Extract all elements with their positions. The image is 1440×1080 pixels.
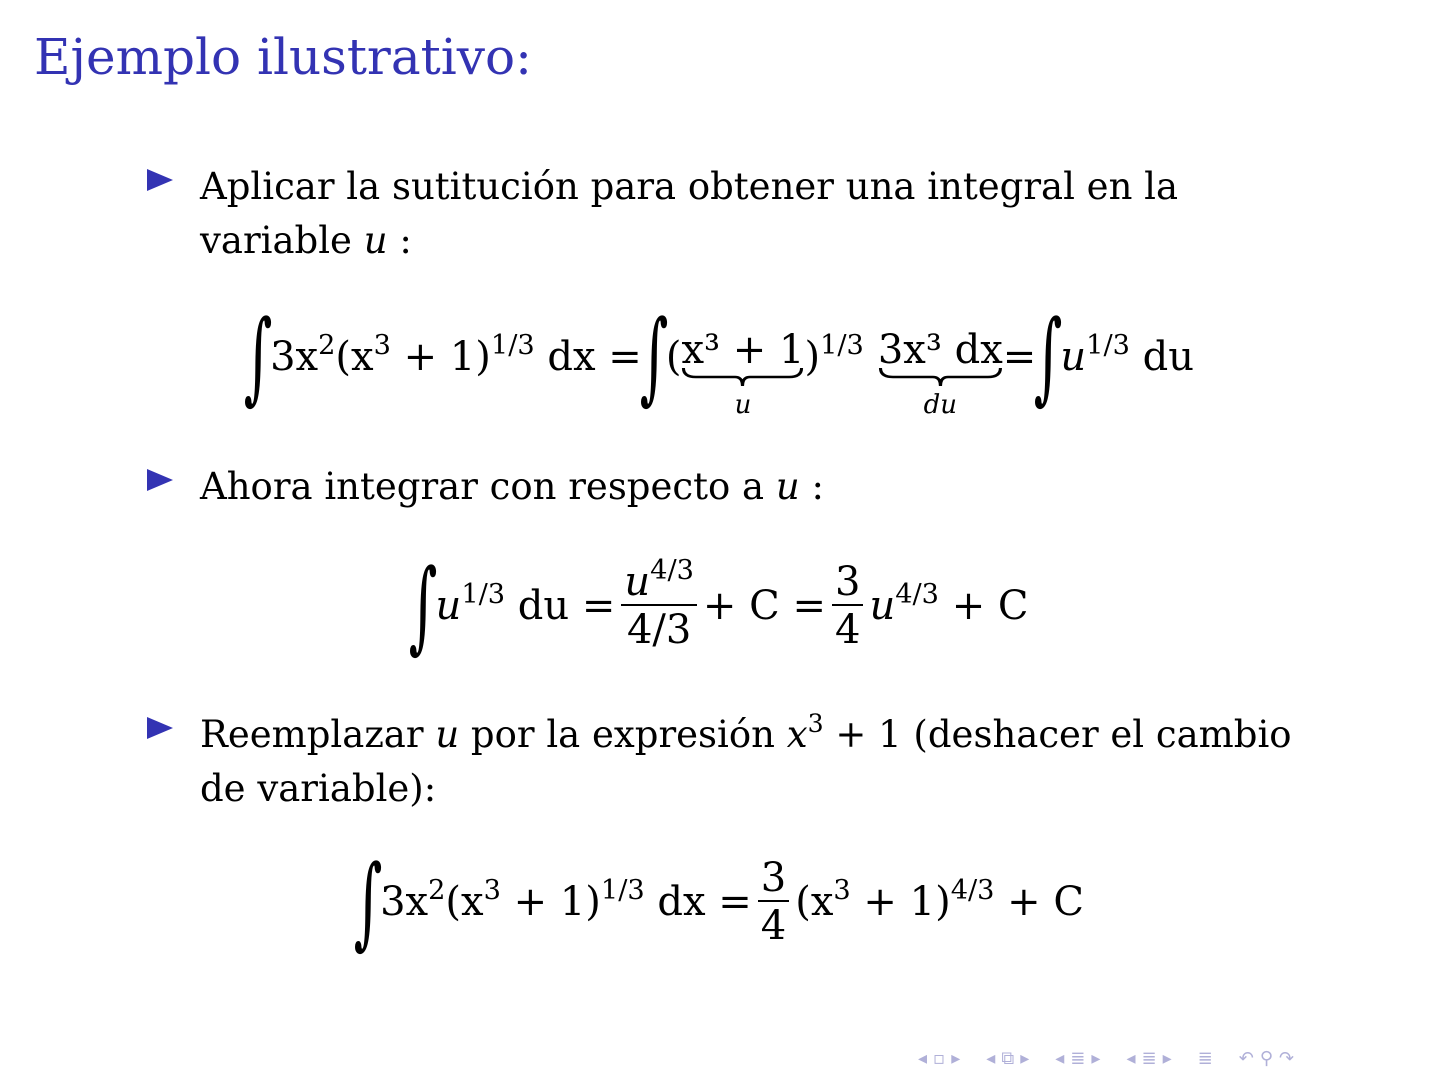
eq2-rhs-tail: + C [938,583,1029,629]
eq3-lhs [380,875,752,925]
nav-align-icon[interactable]: ≣ [1197,1047,1213,1069]
fraction-numerator [621,555,697,606]
fraction-denominator: 4/3 [626,607,692,653]
eq1-lhs [270,330,642,380]
eq3-rhs1-exp: 3 [833,875,851,907]
nav-next-frame-icon[interactable]: ▸ [951,1047,961,1069]
underbrace-du-icon [878,366,1003,388]
nav-prev-slide-icon[interactable]: ◂ [1126,1047,1136,1069]
eq3-rhs1-exp2: 4/3 [950,875,995,907]
fraction-3-over-4 [832,559,863,653]
underbrace-u [681,327,805,420]
eq2-rhs-exp: 4/3 [895,579,939,611]
eq1-rhs [1060,330,1195,380]
integral-sign: ∫ [409,547,438,664]
eq2-lhs-exp: 1/3 [461,579,506,611]
eq1-mid-exp: 1/3 [820,330,864,362]
eq1-rhs-var: u [1060,334,1087,380]
eq2-rhs-var: u [869,583,896,629]
eq2-frac1-num-exp: 4/3 [650,555,694,587]
eq3-rhs1: (x [795,879,834,925]
eq3-rhs1-tail: + 1) [850,879,951,925]
eq3-lhs3: dx = [644,879,752,925]
fraction-numerator: 3 [832,562,863,606]
nav-next-subsection-icon[interactable]: ▸ [1091,1047,1101,1069]
underbrace-du-label: du [923,390,958,420]
eq3-lhs2-exp2: 1/3 [600,875,645,907]
slide-title: Ejemplo ilustrativo: [34,28,532,86]
beamer-navigation-bar [918,1046,1428,1070]
item-3-expr-base: x [786,713,808,756]
integral-sign: ∫ [1034,298,1063,415]
item-3-prefix: Reemplazar [200,713,436,756]
item-3-line1 [200,708,1292,762]
underbrace-u-icon [681,366,804,388]
eq2-lhs-var: u [435,583,462,629]
eq3-lhs1: 3x [380,879,429,925]
eq1-close-paren-text: ) [804,334,821,380]
eq2-rhs [869,579,1029,629]
eq3-lhs2: (x [445,879,484,925]
nav-search-icon[interactable]: ⚲ [1259,1047,1273,1069]
underbrace-du [877,327,1003,420]
nav-subsection-icon[interactable]: ≣ [1070,1047,1086,1069]
equation-final-result [0,843,1440,960]
eq2-lhs-tail: du = [505,583,616,629]
eq1-equals: = [1002,334,1037,380]
fraction-denominator: 4 [760,903,787,949]
item-2-text [200,460,824,514]
nav-prev-frame-icon[interactable]: ◂ [918,1047,928,1069]
integral-sign: ∫ [639,298,669,415]
underbrace-u-label: u [734,390,752,420]
fraction-denominator: 4 [835,607,861,653]
nav-section-icon[interactable]: ⧉ [1001,1047,1015,1069]
item-1-text [200,160,1178,268]
fraction-3-over-4 [758,855,789,949]
eq1-part3: dx = [534,334,642,380]
item-2-prefix: Ahora integrar con respecto a [200,465,776,508]
eq3-lhs2-exp: 3 [483,875,501,907]
eq2-lhs [435,579,616,629]
equation-integrate-u [0,547,1440,664]
triangle-bullet-icon [145,465,175,495]
eq1-rhs-tail: du [1129,334,1195,380]
item-2-suffix: : [799,465,824,508]
eq1-part1-exp: 2 [318,330,336,362]
fraction-u43-over-43 [621,555,697,653]
nav-prev-subsection-icon[interactable]: ◂ [1055,1047,1065,1069]
eq3-lhs1-exp: 2 [428,875,446,907]
eq1-open-paren: ( [665,334,682,380]
eq2-frac1-num: u [624,559,651,605]
eq3-rhs-tail: + C [994,879,1085,925]
triangle-bullet-icon [145,713,175,743]
eq1-rhs-exp: 1/3 [1086,330,1130,362]
eq1-close-paren [804,330,864,380]
item-1-line2-suffix: : [387,219,412,262]
item-3-text [200,708,1292,816]
equation-substitution [0,296,1440,418]
eq1-part2-tail: + 1) [390,334,491,380]
eq3-rhs [795,875,1085,925]
item-3-expr-tail: + 1 (deshacer el cambio [823,713,1292,756]
item-1-line2-prefix: variable [200,219,364,262]
item-3-expr-exp: 3 [807,709,824,739]
integral-sign: ∫ [243,298,273,415]
triangle-bullet-icon [145,165,175,195]
nav-back-icon[interactable]: ↶ [1238,1047,1254,1069]
eq1-part1: 3x [270,334,319,380]
underbrace-u-body: x³ + 1 [681,327,805,373]
nav-slide-icon[interactable]: ≣ [1141,1047,1157,1069]
nav-prev-section-icon[interactable]: ◂ [986,1047,996,1069]
item-3-line2: de variable): [200,767,437,810]
nav-next-section-icon[interactable]: ▸ [1020,1047,1030,1069]
variable-u: u [363,219,388,262]
eq1-part2-exp: 3 [373,330,391,362]
nav-forward-icon[interactable]: ↷ [1279,1047,1295,1069]
nav-next-slide-icon[interactable]: ▸ [1162,1047,1172,1069]
underbrace-du-body: 3x³ dx [877,327,1003,373]
eq2-mid: + C = [702,583,826,629]
item-3-mid: por la expresión [459,713,787,756]
variable-u: u [775,465,800,508]
eq3-lhs2-tail: + 1) [500,879,601,925]
variable-u: u [435,713,460,756]
item-1-line2 [200,214,1178,268]
eq1-part2: (x [335,334,374,380]
eq1-part2-exp2: 1/3 [490,330,535,362]
nav-frame-icon[interactable]: ▫ [933,1047,946,1069]
item-1-line1: Aplicar la sutitución para obtener una integral en la [200,165,1179,208]
fraction-numerator: 3 [758,858,789,902]
integral-sign: ∫ [353,843,383,960]
